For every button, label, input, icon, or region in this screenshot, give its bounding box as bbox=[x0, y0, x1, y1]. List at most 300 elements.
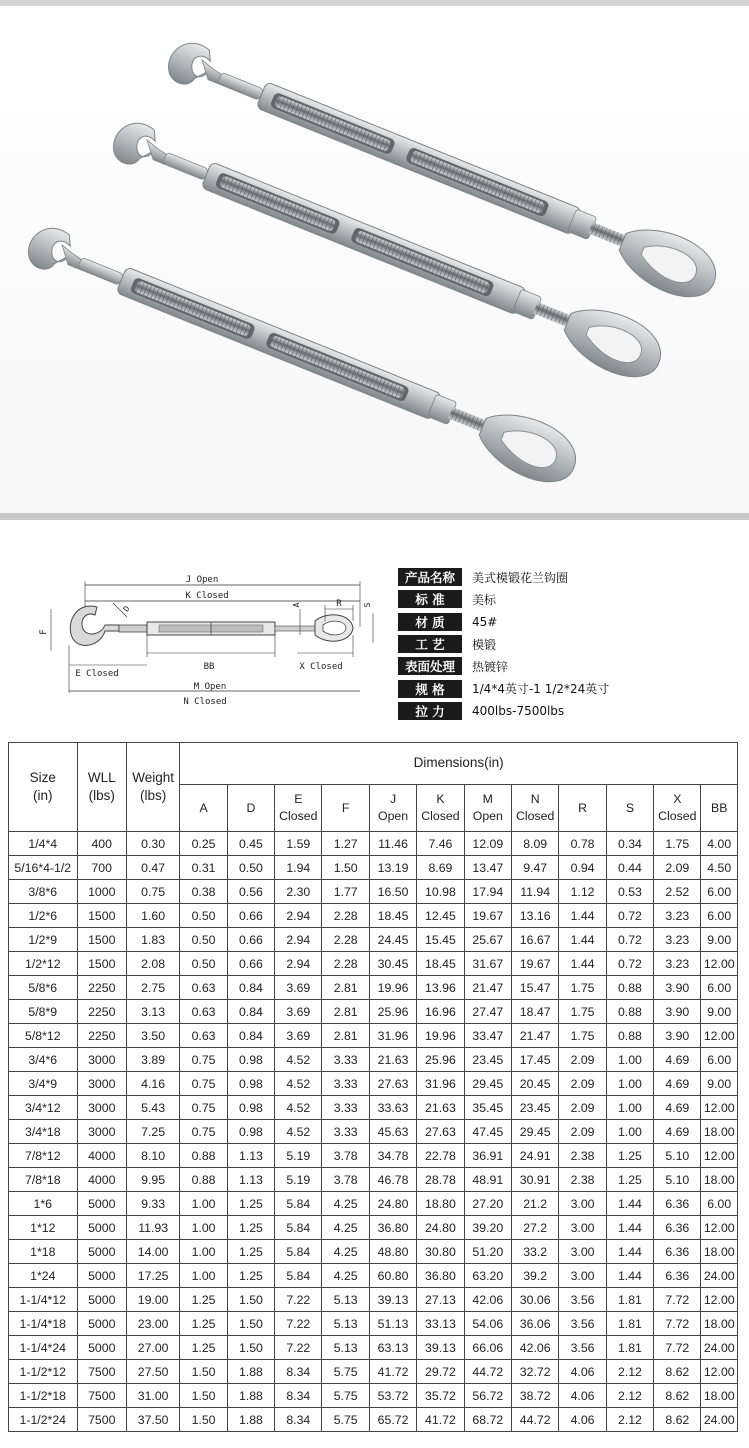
table-row bbox=[9, 1240, 738, 1264]
table-cell: 3.78 bbox=[322, 1168, 369, 1192]
table-cell: 12.00 bbox=[701, 952, 738, 976]
header-dim-letter: R bbox=[578, 800, 587, 815]
header-dim-letter: M bbox=[482, 792, 493, 807]
table-cell: 19.96 bbox=[417, 1024, 464, 1048]
spec-row bbox=[398, 655, 738, 677]
table-cell: 10.98 bbox=[417, 880, 464, 904]
table-cell: 4.16 bbox=[126, 1072, 179, 1096]
table-cell: 18.00 bbox=[701, 1168, 738, 1192]
table-cell: 24.45 bbox=[369, 928, 416, 952]
table-cell: 21.63 bbox=[417, 1096, 464, 1120]
table-cell: 3.90 bbox=[654, 1024, 701, 1048]
dimensions-table-body bbox=[9, 832, 738, 1432]
r-label: R bbox=[336, 599, 342, 609]
table-cell: 2.09 bbox=[559, 1096, 606, 1120]
header-dim-col bbox=[227, 785, 274, 832]
table-cell: 36.06 bbox=[511, 1312, 558, 1336]
table-cell: 15.45 bbox=[417, 928, 464, 952]
table-cell: 24.00 bbox=[701, 1336, 738, 1360]
table-cell: 0.84 bbox=[227, 1024, 274, 1048]
table-cell: 0.66 bbox=[227, 952, 274, 976]
table-cell: 1.88 bbox=[227, 1408, 274, 1432]
table-cell: 0.50 bbox=[180, 952, 227, 976]
table-cell: 3.56 bbox=[559, 1336, 606, 1360]
table-cell: 1.13 bbox=[227, 1168, 274, 1192]
table-cell: 5.75 bbox=[322, 1408, 369, 1432]
table-cell: 4.06 bbox=[559, 1384, 606, 1408]
header-dim-letter: A bbox=[199, 800, 208, 815]
table-row bbox=[9, 1096, 738, 1120]
table-cell: 1/2*6 bbox=[9, 904, 78, 928]
table-cell: 1.00 bbox=[180, 1240, 227, 1264]
table-cell: 0.98 bbox=[227, 1096, 274, 1120]
header-dim-col bbox=[654, 785, 701, 832]
table-cell: 27.13 bbox=[417, 1288, 464, 1312]
table-cell: 3000 bbox=[77, 1072, 126, 1096]
table-cell: 6.36 bbox=[654, 1192, 701, 1216]
table-cell: 7.46 bbox=[417, 832, 464, 856]
header-dim-letter: N bbox=[530, 792, 540, 807]
table-cell: 33.13 bbox=[417, 1312, 464, 1336]
table-row bbox=[9, 1168, 738, 1192]
table-cell: 3.78 bbox=[322, 1144, 369, 1168]
bb-label: BB bbox=[203, 662, 215, 672]
header-weight bbox=[126, 743, 179, 832]
table-cell: 2.12 bbox=[606, 1360, 653, 1384]
header-dim-qualifier: Closed bbox=[516, 809, 555, 823]
e-closed-label: E Closed bbox=[75, 669, 119, 679]
table-cell: 1/2*12 bbox=[9, 952, 78, 976]
table-cell: 39.13 bbox=[417, 1336, 464, 1360]
table-cell: 3.69 bbox=[275, 1024, 322, 1048]
table-cell: 9.00 bbox=[701, 1000, 738, 1024]
table-cell: 24.80 bbox=[417, 1216, 464, 1240]
table-cell: 0.75 bbox=[126, 880, 179, 904]
spec-value: 45# bbox=[472, 614, 498, 629]
spec-label: 材 质 bbox=[398, 613, 462, 631]
table-cell: 12.00 bbox=[701, 1360, 738, 1384]
table-row bbox=[9, 1144, 738, 1168]
table-cell: 39.13 bbox=[369, 1288, 416, 1312]
table-cell: 5.10 bbox=[654, 1144, 701, 1168]
table-row bbox=[9, 1024, 738, 1048]
table-cell: 8.34 bbox=[275, 1384, 322, 1408]
table-row bbox=[9, 904, 738, 928]
table-cell: 3.69 bbox=[275, 1000, 322, 1024]
table-row bbox=[9, 856, 738, 880]
table-row bbox=[9, 1048, 738, 1072]
table-cell: 48.91 bbox=[464, 1168, 511, 1192]
table-cell: 39.20 bbox=[464, 1216, 511, 1240]
table-cell: 11.46 bbox=[369, 832, 416, 856]
table-cell: 4000 bbox=[77, 1144, 126, 1168]
table-cell: 5.13 bbox=[322, 1336, 369, 1360]
table-cell: 0.66 bbox=[227, 904, 274, 928]
table-cell: 6.00 bbox=[701, 904, 738, 928]
table-cell: 5/8*6 bbox=[9, 976, 78, 1000]
table-cell: 0.98 bbox=[227, 1048, 274, 1072]
table-cell: 18.00 bbox=[701, 1312, 738, 1336]
table-cell: 27.50 bbox=[126, 1360, 179, 1384]
table-cell: 11.94 bbox=[511, 880, 558, 904]
turnbuckle-illustration bbox=[0, 6, 749, 513]
table-cell: 16.50 bbox=[369, 880, 416, 904]
table-cell: 5/8*9 bbox=[9, 1000, 78, 1024]
table-cell: 17.45 bbox=[511, 1048, 558, 1072]
table-cell: 18.45 bbox=[369, 904, 416, 928]
table-cell: 32.72 bbox=[511, 1360, 558, 1384]
table-cell: 0.63 bbox=[180, 976, 227, 1000]
table-cell: 2.09 bbox=[559, 1048, 606, 1072]
header-weight-unit: (lbs) bbox=[140, 788, 167, 803]
table-cell: 15.47 bbox=[511, 976, 558, 1000]
table-cell: 400 bbox=[77, 832, 126, 856]
table-cell: 47.45 bbox=[464, 1120, 511, 1144]
table-cell: 7500 bbox=[77, 1360, 126, 1384]
table-cell: 3/4*12 bbox=[9, 1096, 78, 1120]
table-cell: 3/8*6 bbox=[9, 880, 78, 904]
table-cell: 7500 bbox=[77, 1408, 126, 1432]
table-cell: 0.63 bbox=[180, 1024, 227, 1048]
table-cell: 9.00 bbox=[701, 928, 738, 952]
table-cell: 5000 bbox=[77, 1336, 126, 1360]
table-cell: 4.69 bbox=[654, 1096, 701, 1120]
table-cell: 1.25 bbox=[180, 1288, 227, 1312]
table-cell: 0.84 bbox=[227, 976, 274, 1000]
table-cell: 1.59 bbox=[275, 832, 322, 856]
table-cell: 3000 bbox=[77, 1096, 126, 1120]
table-cell: 7.72 bbox=[654, 1312, 701, 1336]
table-cell: 0.75 bbox=[180, 1120, 227, 1144]
table-cell: 0.56 bbox=[227, 880, 274, 904]
table-cell: 1.50 bbox=[180, 1384, 227, 1408]
table-cell: 24.00 bbox=[701, 1408, 738, 1432]
table-cell: 1.50 bbox=[227, 1312, 274, 1336]
table-cell: 2250 bbox=[77, 976, 126, 1000]
table-row bbox=[9, 1264, 738, 1288]
table-cell: 7/8*12 bbox=[9, 1144, 78, 1168]
table-cell: 51.13 bbox=[369, 1312, 416, 1336]
header-size-unit: (in) bbox=[33, 788, 53, 803]
header-dim-col bbox=[417, 785, 464, 832]
table-cell: 19.67 bbox=[511, 952, 558, 976]
table-cell: 1*18 bbox=[9, 1240, 78, 1264]
spec-row bbox=[398, 633, 738, 655]
table-cell: 0.45 bbox=[227, 832, 274, 856]
table-cell: 2.94 bbox=[275, 904, 322, 928]
table-cell: 2.12 bbox=[606, 1384, 653, 1408]
table-cell: 16.96 bbox=[417, 1000, 464, 1024]
table-cell: 0.75 bbox=[180, 1048, 227, 1072]
table-cell: 1.60 bbox=[126, 904, 179, 928]
table-cell: 1-1/2*18 bbox=[9, 1384, 78, 1408]
table-cell: 19.67 bbox=[464, 904, 511, 928]
table-cell: 44.72 bbox=[511, 1408, 558, 1432]
table-cell: 14.00 bbox=[126, 1240, 179, 1264]
table-row bbox=[9, 1192, 738, 1216]
table-cell: 1.00 bbox=[606, 1096, 653, 1120]
table-cell: 0.84 bbox=[227, 1000, 274, 1024]
table-cell: 9.95 bbox=[126, 1168, 179, 1192]
table-cell: 9.00 bbox=[701, 1072, 738, 1096]
header-wll-unit: (lbs) bbox=[88, 788, 115, 803]
spec-list bbox=[398, 566, 738, 722]
table-cell: 27.2 bbox=[511, 1216, 558, 1240]
table-cell: 5000 bbox=[77, 1216, 126, 1240]
table-cell: 1.25 bbox=[227, 1240, 274, 1264]
table-cell: 1.88 bbox=[227, 1384, 274, 1408]
table-cell: 2250 bbox=[77, 1000, 126, 1024]
table-cell: 12.45 bbox=[417, 904, 464, 928]
table-row bbox=[9, 1312, 738, 1336]
table-cell: 68.72 bbox=[464, 1408, 511, 1432]
n-closed-label: N Closed bbox=[183, 697, 227, 707]
table-cell: 2.52 bbox=[654, 880, 701, 904]
table-cell: 0.72 bbox=[606, 928, 653, 952]
table-cell: 17.94 bbox=[464, 880, 511, 904]
table-cell: 29.72 bbox=[417, 1360, 464, 1384]
product-photo bbox=[0, 6, 749, 513]
table-cell: 33.2 bbox=[511, 1240, 558, 1264]
table-cell: 6.00 bbox=[701, 976, 738, 1000]
table-cell: 11.93 bbox=[126, 1216, 179, 1240]
header-dimensions: Dimensions(in) bbox=[180, 743, 738, 785]
k-closed-label: K Closed bbox=[185, 591, 229, 601]
table-cell: 1.27 bbox=[322, 832, 369, 856]
table-cell: 0.88 bbox=[606, 1000, 653, 1024]
table-cell: 1.81 bbox=[606, 1336, 653, 1360]
header-dim-qualifier: Closed bbox=[279, 809, 318, 823]
table-cell: 23.45 bbox=[464, 1048, 511, 1072]
s-label: S bbox=[363, 602, 372, 608]
table-row bbox=[9, 1072, 738, 1096]
table-cell: 66.06 bbox=[464, 1336, 511, 1360]
table-cell: 7/8*18 bbox=[9, 1168, 78, 1192]
table-cell: 3.33 bbox=[322, 1048, 369, 1072]
table-cell: 23.00 bbox=[126, 1312, 179, 1336]
table-cell: 2.28 bbox=[322, 928, 369, 952]
table-cell: 1.83 bbox=[126, 928, 179, 952]
table-cell: 3.89 bbox=[126, 1048, 179, 1072]
table-cell: 51.20 bbox=[464, 1240, 511, 1264]
table-cell: 38.72 bbox=[511, 1384, 558, 1408]
table-cell: 0.31 bbox=[180, 856, 227, 880]
table-cell: 1.00 bbox=[606, 1048, 653, 1072]
table-cell: 63.13 bbox=[369, 1336, 416, 1360]
header-dim-letter: X bbox=[673, 792, 682, 807]
table-cell: 46.78 bbox=[369, 1168, 416, 1192]
table-cell: 4.52 bbox=[275, 1072, 322, 1096]
table-cell: 0.75 bbox=[180, 1072, 227, 1096]
table-cell: 4.69 bbox=[654, 1072, 701, 1096]
spec-value: 400lbs-7500lbs bbox=[472, 703, 565, 718]
table-cell: 1.44 bbox=[559, 928, 606, 952]
spec-label: 产品名称 bbox=[398, 568, 462, 586]
table-cell: 0.88 bbox=[180, 1144, 227, 1168]
table-cell: 5000 bbox=[77, 1288, 126, 1312]
table-cell: 2.09 bbox=[654, 856, 701, 880]
table-cell: 0.66 bbox=[227, 928, 274, 952]
table-cell: 1.25 bbox=[227, 1216, 274, 1240]
table-cell: 27.20 bbox=[464, 1192, 511, 1216]
table-cell: 1/2*9 bbox=[9, 928, 78, 952]
table-cell: 6.00 bbox=[701, 1048, 738, 1072]
table-cell: 60.80 bbox=[369, 1264, 416, 1288]
table-cell: 0.78 bbox=[559, 832, 606, 856]
table-cell: 3/4*18 bbox=[9, 1120, 78, 1144]
table-cell: 4.52 bbox=[275, 1048, 322, 1072]
table-cell: 1.44 bbox=[606, 1216, 653, 1240]
x-closed-label: X Closed bbox=[299, 662, 343, 672]
table-cell: 1-1/4*24 bbox=[9, 1336, 78, 1360]
table-cell: 25.67 bbox=[464, 928, 511, 952]
spec-value: 美标 bbox=[472, 592, 497, 607]
table-cell: 1.12 bbox=[559, 880, 606, 904]
table-cell: 3000 bbox=[77, 1048, 126, 1072]
header-size bbox=[9, 743, 78, 832]
table-cell: 12.00 bbox=[701, 1096, 738, 1120]
table-cell: 6.00 bbox=[701, 1192, 738, 1216]
dimension-diagram bbox=[35, 565, 370, 715]
table-cell: 1.88 bbox=[227, 1360, 274, 1384]
table-cell: 5/16*4-1/2 bbox=[9, 856, 78, 880]
table-cell: 29.45 bbox=[464, 1072, 511, 1096]
table-cell: 5000 bbox=[77, 1312, 126, 1336]
table-cell: 31.67 bbox=[464, 952, 511, 976]
table-cell: 1-1/2*12 bbox=[9, 1360, 78, 1384]
table-cell: 18.47 bbox=[511, 1000, 558, 1024]
table-cell: 7.72 bbox=[654, 1288, 701, 1312]
table-cell: 27.63 bbox=[417, 1120, 464, 1144]
table-cell: 4.25 bbox=[322, 1240, 369, 1264]
table-cell: 3.00 bbox=[559, 1216, 606, 1240]
table-cell: 6.36 bbox=[654, 1216, 701, 1240]
table-cell: 1.25 bbox=[227, 1264, 274, 1288]
table-cell: 1.44 bbox=[606, 1192, 653, 1216]
table-cell: 23.45 bbox=[511, 1096, 558, 1120]
table-cell: 31.96 bbox=[369, 1024, 416, 1048]
table-cell: 36.80 bbox=[417, 1264, 464, 1288]
table-cell: 3.23 bbox=[654, 952, 701, 976]
table-cell: 13.16 bbox=[511, 904, 558, 928]
table-row bbox=[9, 928, 738, 952]
table-cell: 6.36 bbox=[654, 1240, 701, 1264]
table-row bbox=[9, 976, 738, 1000]
table-cell: 31.96 bbox=[417, 1072, 464, 1096]
table-cell: 1.75 bbox=[559, 1024, 606, 1048]
table-cell: 6.36 bbox=[654, 1264, 701, 1288]
table-cell: 9.47 bbox=[511, 856, 558, 880]
table-cell: 0.50 bbox=[227, 856, 274, 880]
table-cell: 3/4*6 bbox=[9, 1048, 78, 1072]
table-cell: 41.72 bbox=[417, 1408, 464, 1432]
table-cell: 1.50 bbox=[227, 1336, 274, 1360]
table-row bbox=[9, 1288, 738, 1312]
table-cell: 2.38 bbox=[559, 1168, 606, 1192]
table-cell: 3.90 bbox=[654, 1000, 701, 1024]
table-cell: 2.28 bbox=[322, 904, 369, 928]
table-cell: 1.75 bbox=[559, 1000, 606, 1024]
header-dim-col bbox=[701, 785, 738, 832]
table-cell: 28.78 bbox=[417, 1168, 464, 1192]
table-cell: 3.33 bbox=[322, 1072, 369, 1096]
table-cell: 12.00 bbox=[701, 1288, 738, 1312]
table-cell: 5.10 bbox=[654, 1168, 701, 1192]
table-cell: 7500 bbox=[77, 1384, 126, 1408]
table-cell: 1.77 bbox=[322, 880, 369, 904]
table-cell: 2.09 bbox=[559, 1072, 606, 1096]
table-cell: 17.25 bbox=[126, 1264, 179, 1288]
table-cell: 1.44 bbox=[559, 904, 606, 928]
hook-shape bbox=[70, 606, 119, 645]
table-cell: 5.19 bbox=[275, 1168, 322, 1192]
table-cell: 4.69 bbox=[654, 1048, 701, 1072]
a-label: A bbox=[292, 602, 301, 608]
table-cell: 1.44 bbox=[559, 952, 606, 976]
table-cell: 5.75 bbox=[322, 1360, 369, 1384]
header-dim-qualifier: Closed bbox=[658, 809, 697, 823]
table-cell: 1.00 bbox=[606, 1120, 653, 1144]
table-cell: 1.44 bbox=[606, 1240, 653, 1264]
header-dim-letter: K bbox=[436, 792, 445, 807]
d-label: D bbox=[121, 604, 132, 614]
table-cell: 8.34 bbox=[275, 1360, 322, 1384]
table-cell: 1.50 bbox=[180, 1408, 227, 1432]
table-cell: 1.75 bbox=[654, 832, 701, 856]
table-cell: 12.00 bbox=[701, 1144, 738, 1168]
table-cell: 0.53 bbox=[606, 880, 653, 904]
table-cell: 13.19 bbox=[369, 856, 416, 880]
table-cell: 8.34 bbox=[275, 1408, 322, 1432]
section-divider bbox=[0, 513, 749, 520]
table-cell: 41.72 bbox=[369, 1360, 416, 1384]
table-cell: 35.45 bbox=[464, 1096, 511, 1120]
table-cell: 3.50 bbox=[126, 1024, 179, 1048]
table-cell: 4.25 bbox=[322, 1264, 369, 1288]
table-cell: 53.72 bbox=[369, 1384, 416, 1408]
spec-value: 热镀锌 bbox=[472, 659, 509, 674]
table-cell: 19.00 bbox=[126, 1288, 179, 1312]
table-cell: 5.75 bbox=[322, 1384, 369, 1408]
table-cell: 4.50 bbox=[701, 856, 738, 880]
table-cell: 1.00 bbox=[606, 1072, 653, 1096]
table-cell: 4.06 bbox=[559, 1408, 606, 1432]
table-cell: 3.56 bbox=[559, 1288, 606, 1312]
header-wll-label: WLL bbox=[87, 769, 116, 785]
table-cell: 13.47 bbox=[464, 856, 511, 880]
table-cell: 1500 bbox=[77, 952, 126, 976]
header-weight-label: Weight bbox=[132, 769, 175, 785]
table-cell: 3/4*9 bbox=[9, 1072, 78, 1096]
table-cell: 21.2 bbox=[511, 1192, 558, 1216]
spec-label: 工 艺 bbox=[398, 635, 462, 653]
table-cell: 42.06 bbox=[511, 1336, 558, 1360]
table-cell: 0.25 bbox=[180, 832, 227, 856]
table-cell: 1.25 bbox=[180, 1312, 227, 1336]
table-cell: 18.00 bbox=[701, 1240, 738, 1264]
table-row bbox=[9, 952, 738, 976]
dimensions-table bbox=[8, 742, 738, 1432]
spec-value: 1/4*4英寸-1 1/2*24英寸 bbox=[472, 682, 610, 697]
table-cell: 9.33 bbox=[126, 1192, 179, 1216]
table-cell: 12.00 bbox=[701, 1216, 738, 1240]
table-cell: 2.30 bbox=[275, 880, 322, 904]
header-size-label: Size bbox=[29, 769, 56, 785]
table-cell: 5000 bbox=[77, 1264, 126, 1288]
table-row bbox=[9, 1216, 738, 1240]
table-cell: 36.80 bbox=[369, 1216, 416, 1240]
table-cell: 3.33 bbox=[322, 1120, 369, 1144]
